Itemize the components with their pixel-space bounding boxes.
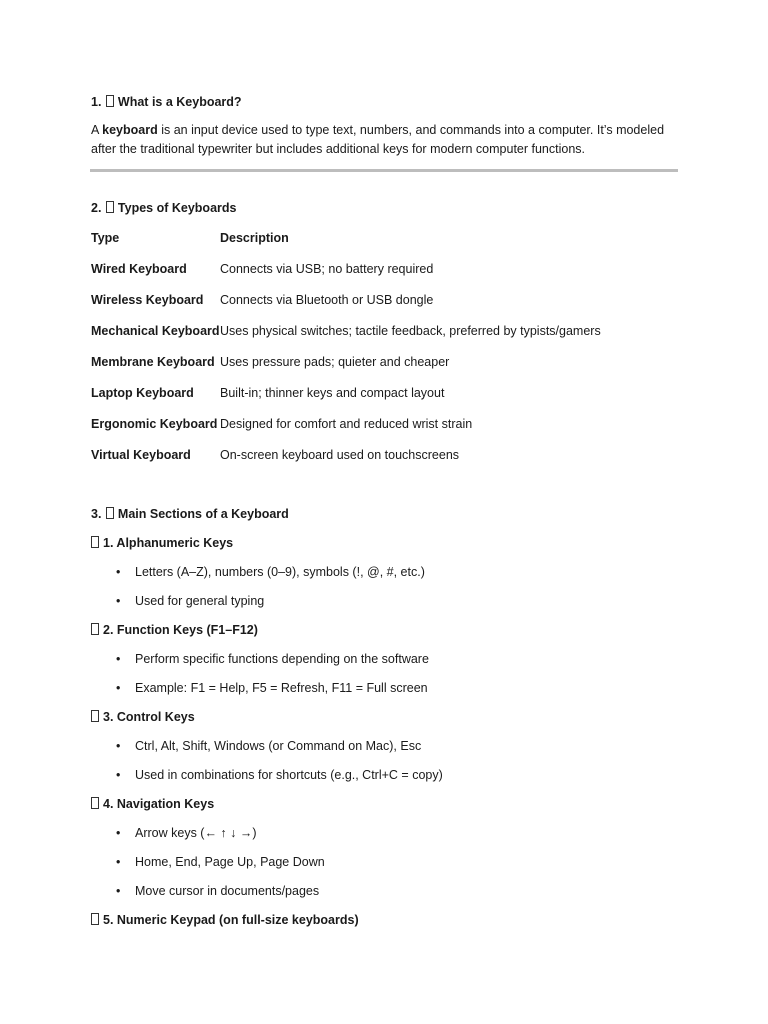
missing-glyph-icon xyxy=(91,913,99,925)
section-heading-1 xyxy=(91,95,242,109)
missing-glyph-icon xyxy=(106,507,114,519)
section-title: Types of Keyboards xyxy=(117,201,237,215)
bullet-icon: • xyxy=(116,652,121,666)
table-cell-type: Membrane Keyboard xyxy=(91,355,215,369)
bullet-text: Ctrl, Alt, Shift, Windows (or Command on Mac), Esc xyxy=(135,739,422,753)
missing-glyph-icon xyxy=(91,797,99,809)
subsection-title: 1. Alphanumeric Keys xyxy=(103,536,234,550)
section-title: What is a Keyboard? xyxy=(117,95,242,109)
subsection-heading xyxy=(91,797,214,811)
missing-glyph-icon xyxy=(106,201,114,213)
missing-glyph-icon xyxy=(91,623,99,635)
subsection-title: 3. Control Keys xyxy=(103,710,195,724)
horizontal-divider xyxy=(90,169,678,172)
bullet-icon: • xyxy=(116,855,121,869)
table-cell-type: Ergonomic Keyboard xyxy=(91,417,218,431)
table-cell-description: Connects via USB; no battery required xyxy=(220,262,434,276)
bullet-text: Example: F1 = Help, F5 = Refresh, F11 = Full screen xyxy=(135,681,428,695)
subsection-heading xyxy=(91,536,233,550)
subsection-heading xyxy=(91,623,258,637)
paragraph-line-2: after the traditional typewriter but includes additional keys for modern computer functions. xyxy=(91,142,586,156)
para-bold-term: keyboard xyxy=(102,123,158,137)
bullet-text: Arrow keys (← ↑ ↓ →) xyxy=(135,826,257,840)
para-line1-text: is an input device used to type text, numbers, and commands into a computer. It’s modeled xyxy=(157,123,665,137)
bullet-icon: • xyxy=(116,739,121,753)
subsection-heading xyxy=(91,710,195,724)
bullet-text: Used in combinations for shortcuts (e.g., Ctrl+C = copy) xyxy=(135,768,443,782)
table-cell-description: Connects via Bluetooth or USB dongle xyxy=(220,293,434,307)
subsection-title: 4. Navigation Keys xyxy=(103,797,215,811)
table-cell-type: Mechanical Keyboard xyxy=(91,324,220,338)
intro-paragraph xyxy=(91,121,691,159)
section-heading-3 xyxy=(91,507,289,521)
bullet-icon: • xyxy=(116,594,121,608)
bullet-text: Home, End, Page Up, Page Down xyxy=(135,855,325,869)
bullet-text: Perform specific functions depending on the software xyxy=(135,652,429,666)
section-number: 1. xyxy=(91,95,102,109)
missing-glyph-icon xyxy=(91,536,99,548)
table-header-type: Type xyxy=(91,231,120,245)
table-header-description: Description xyxy=(220,231,289,245)
paragraph-line-1 xyxy=(91,121,691,140)
bullet-icon: • xyxy=(116,884,121,898)
para-prefix: A xyxy=(91,123,103,137)
bullet-text: Used for general typing xyxy=(135,594,265,608)
section-number: 3. xyxy=(91,507,102,521)
table-cell-description: Uses physical switches; tactile feedback, preferred by typists/gamers xyxy=(220,324,601,338)
table-cell-type: Laptop Keyboard xyxy=(91,386,194,400)
section-number: 2. xyxy=(91,201,102,215)
section-title: Main Sections of a Keyboard xyxy=(117,507,289,521)
bullet-icon: • xyxy=(116,565,121,579)
bullet-text: Letters (A–Z), numbers (0–9), symbols (!, @, #, etc.) xyxy=(135,565,425,579)
subsection-title: 5. Numeric Keypad (on full-size keyboards) xyxy=(103,913,359,927)
table-cell-type: Wireless Keyboard xyxy=(91,293,204,307)
table-cell-description: On-screen keyboard used on touchscreens xyxy=(220,448,460,462)
subsection-heading xyxy=(91,913,359,927)
bullet-icon: • xyxy=(116,681,121,695)
table-cell-type: Wired Keyboard xyxy=(91,262,187,276)
table-cell-type: Virtual Keyboard xyxy=(91,448,191,462)
table-cell-description: Designed for comfort and reduced wrist strain xyxy=(220,417,473,431)
bullet-icon: • xyxy=(116,826,121,840)
bullet-icon: • xyxy=(116,768,121,782)
missing-glyph-icon xyxy=(106,95,114,107)
missing-glyph-icon xyxy=(91,710,99,722)
subsection-title: 2. Function Keys (F1–F12) xyxy=(103,623,258,637)
table-cell-description: Uses pressure pads; quieter and cheaper xyxy=(220,355,450,369)
section-heading-2 xyxy=(91,201,236,215)
bullet-text: Move cursor in documents/pages xyxy=(135,884,320,898)
table-cell-description: Built-in; thinner keys and compact layout xyxy=(220,386,445,400)
